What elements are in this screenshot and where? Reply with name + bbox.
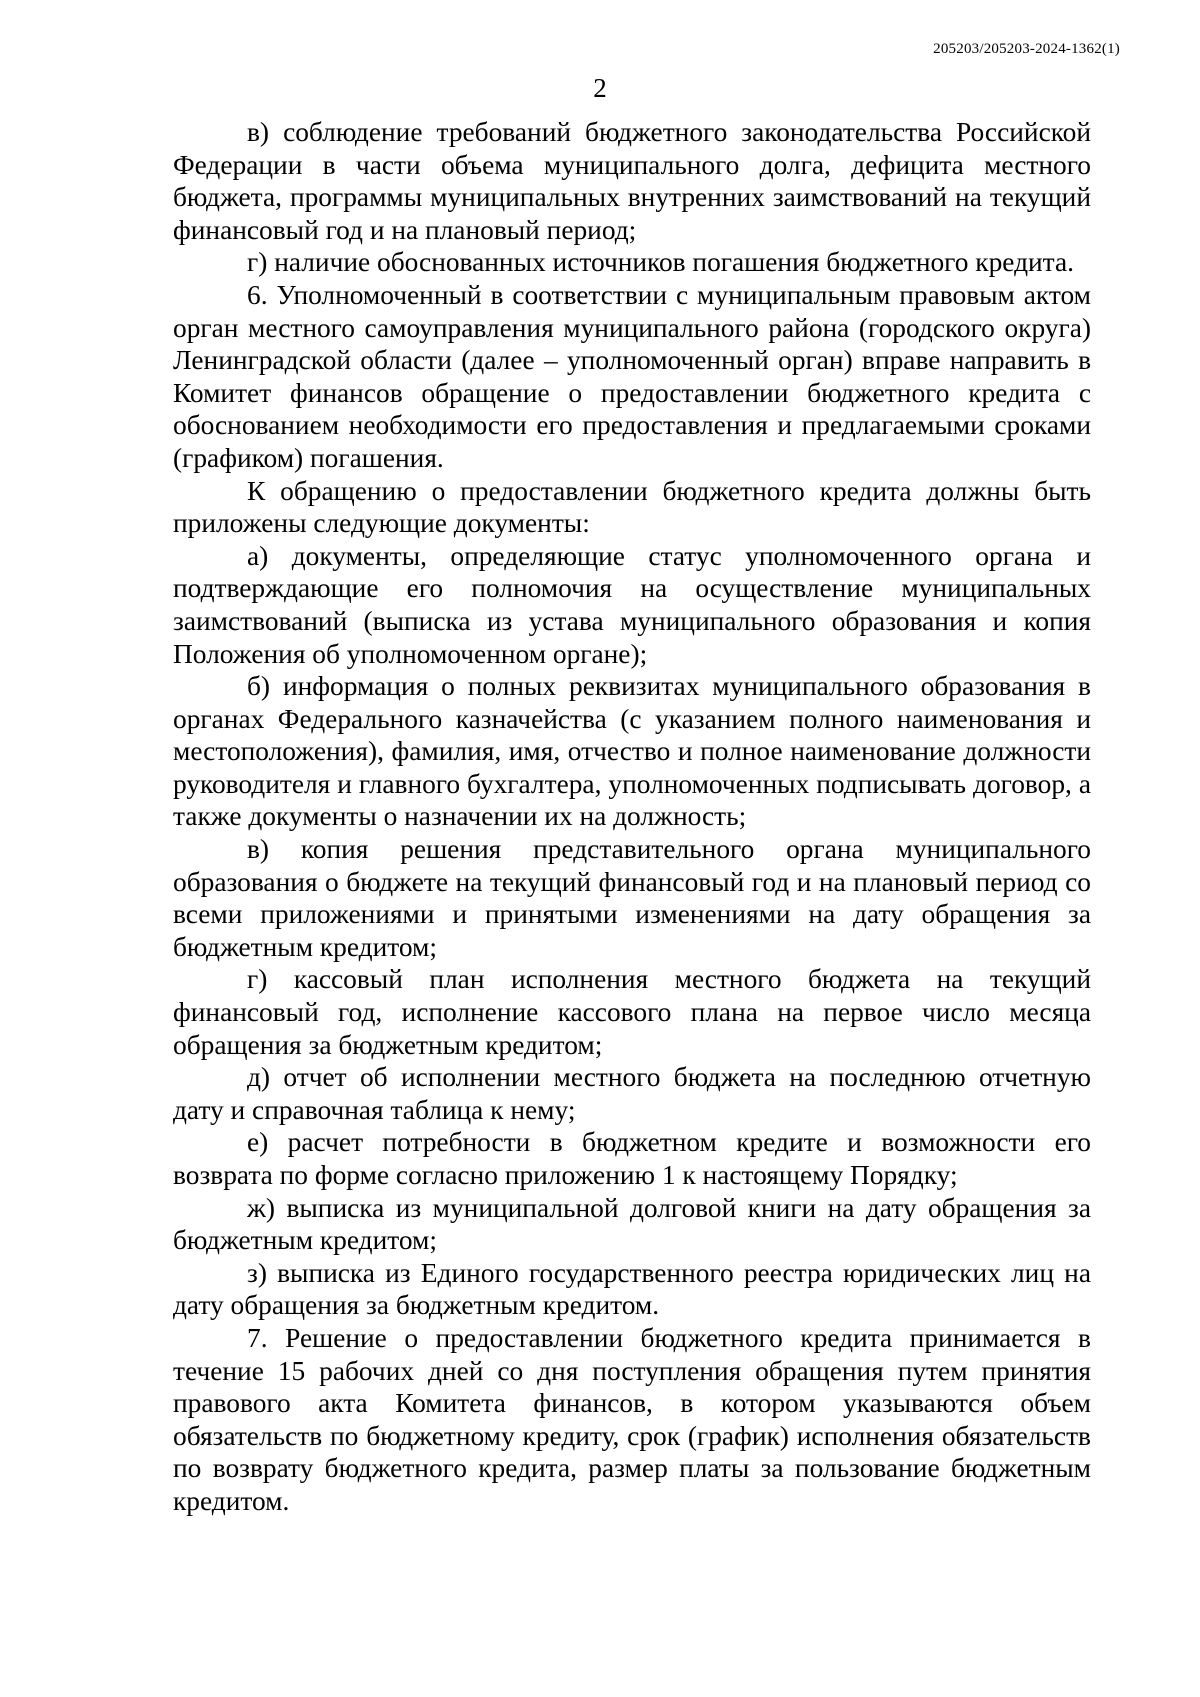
paragraph-5v: в) соблюдение требований бюджетного законодательства Российской Федерации в части объема муниципального долга, дефицита местного бюджета, программы муниципальных внутренних заимствований на текущий финансовый год и на плановый период; (173, 117, 1091, 245)
paragraph-6a: а) документы, определяющие статус уполномоченного органа и подтверждающие его полномочия на осуществление муниципальных заимствований (выписка из устава муниципального образования и копия Положения об уполномоченном органе); (173, 540, 1091, 669)
paragraph-6z: з) выписка из Единого государственного реестра юридических лиц на дату обращения за бюджетным кредитом. (173, 1257, 1091, 1321)
paragraph-6g: г) кассовый план исполнения местного бюджета на текущий финансовый год, исполнение кассового плана на первое число месяца обращения за бюджетным кредитом; (173, 964, 1091, 1060)
paragraph-5g: г) наличие обоснованных источников погашения бюджетного кредита. (247, 247, 1074, 278)
paragraph-6: 6. Уполномоченный в соответствии с муниципальным правовым актом орган местного самоуправления муниципального района (городского округа) Ленинградской области (далее – уполномоченный орган) вправе направить в Комитет финансов обращение о предоставлении бюджетного кредита с обоснованием необходимости его предоставления и предлагаемыми сроками (графиком) погашения. (173, 279, 1091, 473)
paragraph-6d: д) отчет об исполнении местного бюджета на последнюю отчетную дату и справочная таблица к нему; (173, 1062, 1091, 1125)
document-registration-number: 205203/205203-2024-1362(1) (933, 41, 1120, 57)
paragraph-documents-intro: К обращению о предоставлении бюджетного кредита должны быть приложены следующие документы: (173, 475, 1091, 539)
paragraph-7: 7. Решение о предоставлении бюджетного кредита принимается в течение 15 рабочих дней со дня поступления обращения путем принятия правового акта Комитета финансов, в котором указываются объем обязательств по бюджетному кредиту, срок (график) исполнения обязательств по возврату бюджетного кредита, размер платы за пользование бюджетным кредитом. (173, 1322, 1091, 1516)
document-body (173, 116, 1091, 1518)
paragraph-6zh: ж) выписка из муниципальной долговой книги на дату обращения за бюджетным кредитом; (173, 1192, 1091, 1256)
page-number: 2 (593, 73, 607, 103)
paragraph-6b: б) информация о полных реквизитах муниципального образования в органах Федерального казначейства (с указанием полного наименования и местоположения), фамилия, имя, отчество и полное наименование должности руководителя и главного бухгалтера, уполномоченных подписывать договор, а также документы о назначении их на должность; (173, 671, 1091, 832)
paragraph-6v: в) копия решения представительного органа муниципального образования о бюджете на текущий финансовый год и на плановый период со всеми приложениями и принятыми изменениями на дату обращения за бюджетным кредитом; (173, 834, 1091, 962)
paragraph-6e: е) расчет потребности в бюджетном кредите и возможности его возврата по форме согласно приложению 1 к настоящему Порядку; (173, 1127, 1091, 1190)
